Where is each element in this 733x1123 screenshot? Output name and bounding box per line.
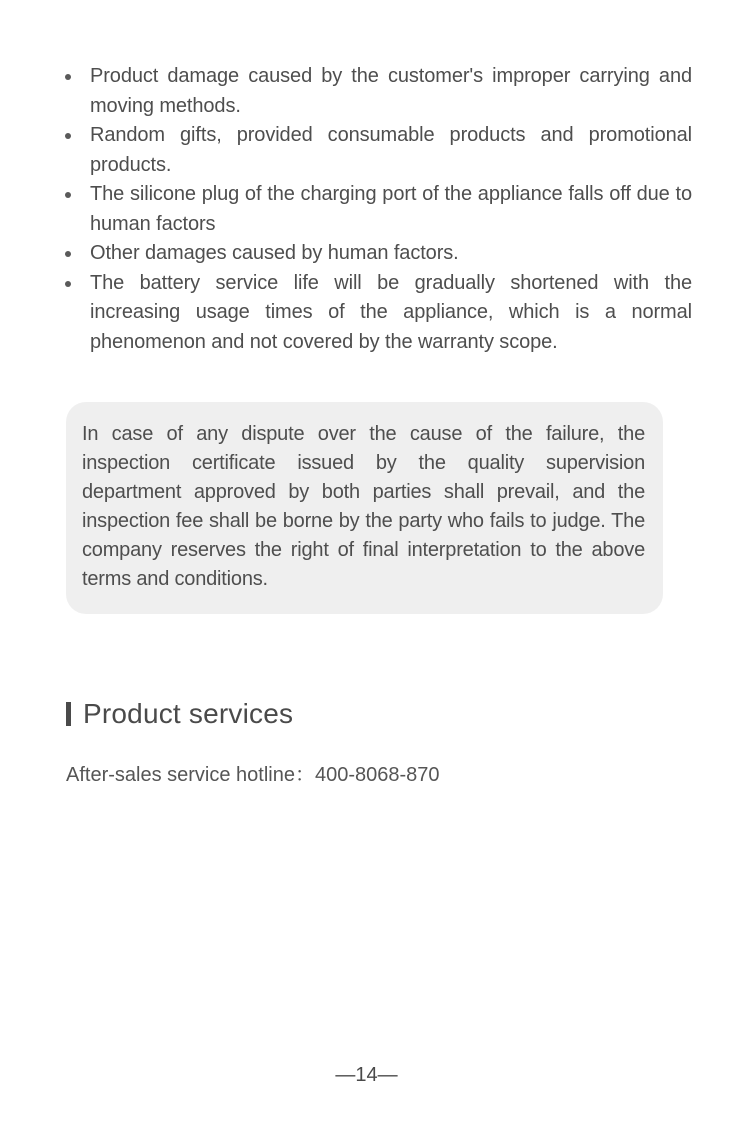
list-item-text: Product damage caused by the customer's improper carrying and moving methods. — [90, 65, 692, 117]
dispute-notice-text: In case of any dispute over the cause of the failure, the inspection certificate issued by the quality supervision department approved by both parties shall prevail, and the inspection fee shall be borne by the party who fails to judge. The company reserves the right of final interpretation to the above terms and conditions. — [82, 423, 645, 590]
hotline-label: After-sales service hotline： — [66, 764, 315, 786]
bullet-icon — [65, 133, 71, 139]
dispute-notice-box — [66, 402, 663, 614]
list-item — [62, 121, 692, 180]
list-item — [62, 239, 692, 269]
heading-bar-icon — [66, 702, 71, 726]
list-item-text: The battery service life will be gradually shortened with the increasing usage times of the appliance, which is a normal phenomenon and not covered by the warranty scope. — [90, 271, 692, 353]
list-item — [62, 62, 692, 121]
bullet-icon — [65, 281, 71, 287]
bullet-icon — [65, 251, 71, 257]
service-hotline — [66, 758, 440, 787]
hotline-number: 400-8068-870 — [314, 764, 440, 786]
warranty-exclusions-list — [62, 62, 692, 357]
list-item-text: The silicone plug of the charging port of the appliance falls off due to human factors — [90, 183, 692, 235]
list-item-text: Other damages caused by human factors. — [90, 242, 459, 264]
list-item — [62, 269, 692, 358]
bullet-icon — [65, 74, 71, 80]
bullet-icon — [65, 192, 71, 198]
list-item-text: Random gifts, provided consumable products and promotional products. — [90, 124, 692, 176]
list-item — [62, 180, 692, 239]
section-title: Product services — [83, 698, 294, 729]
product-services-heading — [66, 696, 293, 732]
page-number: —14— — [335, 1064, 398, 1086]
